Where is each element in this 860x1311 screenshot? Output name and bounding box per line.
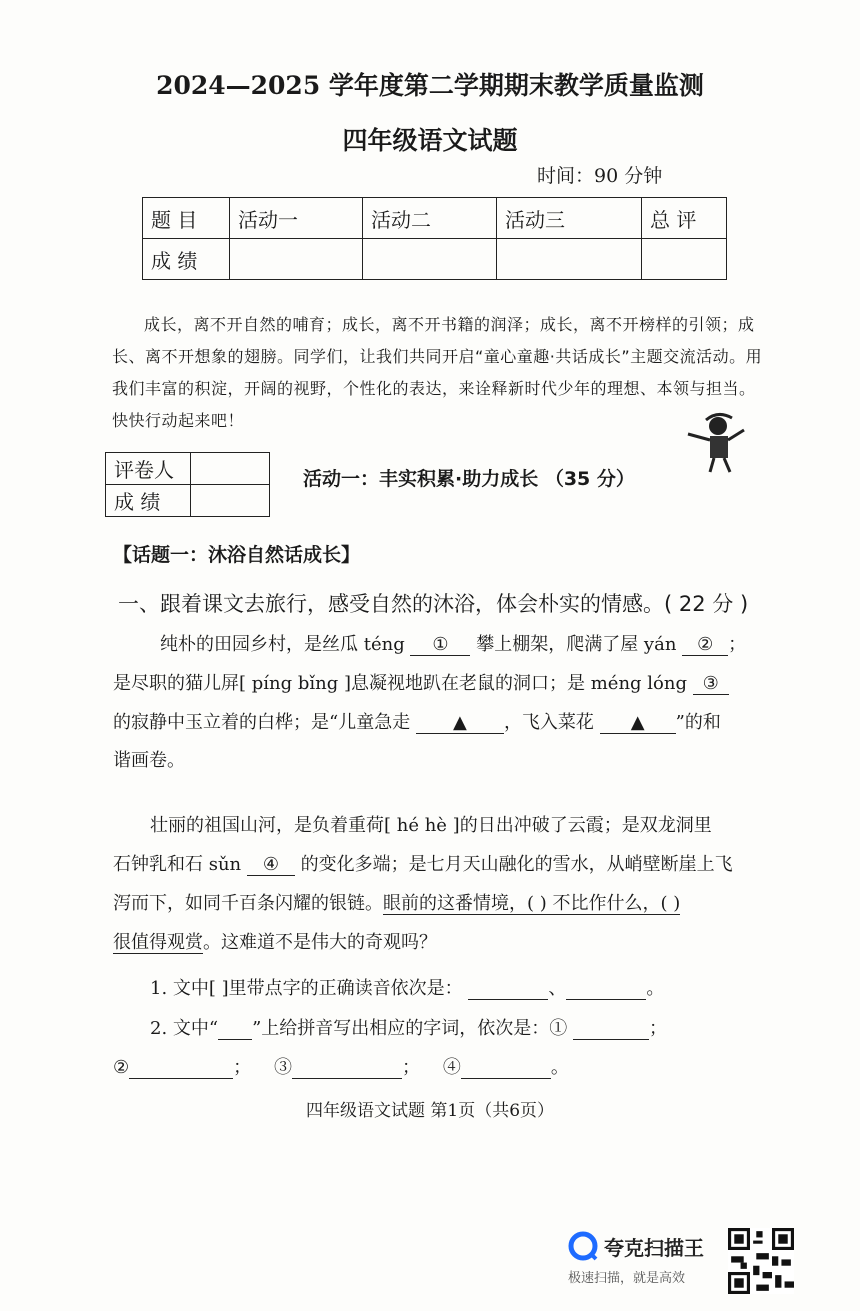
grader-score-cell xyxy=(191,485,270,517)
activity1-heading: 活动一：丰实积累·助力成长 （35 分） xyxy=(303,468,635,490)
grader-table xyxy=(105,452,270,517)
passage-line-7: 泻而下，如同千百条闪耀的银链。眼前的这番情境，( ) 不比作什么，( ) xyxy=(113,893,681,914)
score-header-activity1: 活动一 xyxy=(230,198,363,239)
scanner-logo-icon xyxy=(568,1231,598,1261)
passage-line-1: 纯朴的田园乡村，是丝瓜 téng ① 攀上棚架，爬满了屋 yán ② ； xyxy=(160,634,747,655)
passage-line-8: 很值得观赏。这难道不是伟大的奇观吗？ xyxy=(113,932,437,953)
score-header-activity3: 活动三 xyxy=(497,198,642,239)
sub-question-2: 2. 文中“ ”上给拼音写出相应的字词，依次是：① ； xyxy=(150,1018,668,1039)
answer-blank-2-1[interactable] xyxy=(573,1018,649,1040)
quote-blank xyxy=(218,1018,252,1040)
answer-blank-2-3[interactable] xyxy=(292,1057,402,1079)
underlined-phrase: 很值得观赏 xyxy=(113,932,203,953)
blank-3[interactable]: ③ xyxy=(693,673,729,695)
topic1-heading: 【话题一：沐浴自然话成长】 xyxy=(113,544,361,566)
blank-poem-2[interactable]: ▲ xyxy=(600,712,676,734)
answer-blank-2-4[interactable] xyxy=(461,1057,551,1079)
exam-time: 时间：90 分钟 xyxy=(537,165,663,187)
sub-question-1: 1. 文中[ ]里带点字的正确读音依次是： 、 。 xyxy=(150,978,665,999)
question1-heading: 一、跟着课文去旅行，感受自然的沐浴，体会朴实的情感。( 22 分 ) xyxy=(118,592,749,616)
grader-cell xyxy=(191,453,270,485)
sub-question-2-continued: ② ； ③ ； ④ 。 xyxy=(113,1057,569,1078)
page-footer: 四年级语文试题 第1页（共6页） xyxy=(305,1101,555,1121)
grader-score-label: 成 绩 xyxy=(106,485,191,517)
score-cell xyxy=(363,239,497,280)
blank-poem-1[interactable]: ▲ xyxy=(416,712,504,734)
score-cell xyxy=(497,239,642,280)
answer-blank-1b[interactable] xyxy=(566,978,646,1000)
answer-blank-1a[interactable] xyxy=(468,978,548,1000)
passage-line-4: 谐画卷。 xyxy=(113,750,185,771)
exam-title: 2024—2025 学年度第二学期期末教学质量监测 xyxy=(156,71,704,100)
underlined-sentence: 眼前的这番情境，( ) 不比作什么，( ) xyxy=(383,893,681,914)
grader-label: 评卷人 xyxy=(106,453,191,485)
score-header-total: 总 评 xyxy=(642,198,727,239)
passage-line-6: 石钟乳和石 sǔn ④ 的变化多端；是七月天山融化的雪水，从峭壁断崖上飞 xyxy=(113,854,733,875)
passage-line-2: 是尽职的猫儿屏[ píng bǐng ]息凝视地趴在老鼠的洞口；是 méng lóng ③ xyxy=(113,669,729,695)
score-cell xyxy=(642,239,727,280)
score-row-label: 成 绩 xyxy=(143,239,230,280)
intro-paragraph: 成长，离不开自然的哺育；成长，离不开书籍的润泽；成长，离不开榜样的引领；成长、离不开想象的翅膀。同学们，让我们共同开启“童心童趣·共话成长”主题交流活动。用我们丰富的积淀，开阔的视野，个性化的表达，来诠释新时代少年的理想、本领与担当。快快行动起来吧！ xyxy=(112,315,763,430)
blank-1[interactable]: ① xyxy=(410,634,470,656)
scanner-watermark xyxy=(568,1231,704,1286)
score-cell xyxy=(230,239,363,280)
score-table xyxy=(142,197,727,280)
scanner-brand-name: 夸克扫描王 xyxy=(604,1235,704,1260)
blank-4[interactable]: ④ xyxy=(247,854,295,876)
exam-subtitle: 四年级语文试题 xyxy=(342,126,518,155)
qr-code-icon xyxy=(728,1228,794,1294)
blank-2[interactable]: ② xyxy=(682,634,728,656)
passage-line-5: 壮丽的祖国山河，是负着重荷[ hé hè ]的日出冲破了云霞；是双龙洞里 xyxy=(150,815,712,836)
answer-blank-2-2[interactable] xyxy=(129,1057,233,1079)
decorative-girl-illustration xyxy=(680,410,752,474)
score-header-subject: 题 目 xyxy=(143,198,230,239)
scanner-slogan: 极速扫描，就是高效 xyxy=(568,1271,686,1286)
passage-line-3: 的寂静中玉立着的白桦；是“儿童急走 ▲ ，飞入菜花 ▲ ”的和 xyxy=(113,712,721,733)
score-header-activity2: 活动二 xyxy=(363,198,497,239)
